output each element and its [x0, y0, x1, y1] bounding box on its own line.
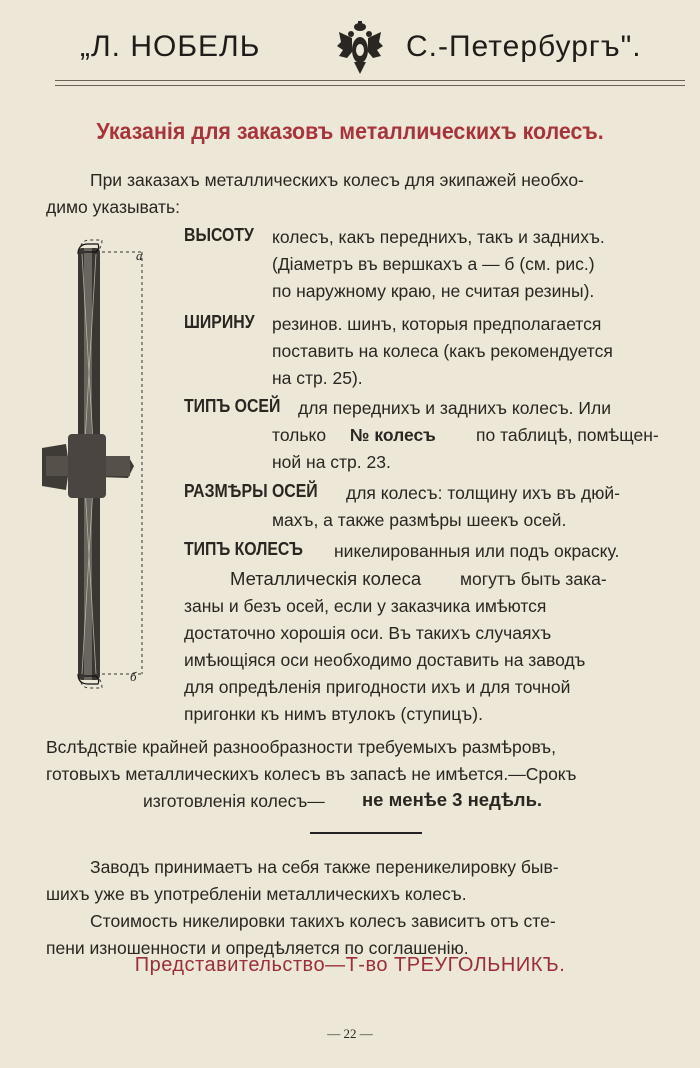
variety-line-1: Вслѣдствіе крайней разнообразности требуемыхъ размѣровъ, [46, 737, 556, 757]
page-title: Указанія для заказовъ металлическихъ колесъ. [96, 118, 604, 144]
renickel-line-1: Заводъ принимаетъ на себя также переникелировку быв- [90, 857, 559, 877]
term-width: ШИРИНУ [184, 312, 255, 332]
header-rule-top [55, 80, 685, 81]
renickel-line-2: шихъ уже въ употребленіи металлическихъ колесъ. [46, 884, 467, 904]
item-width-line-2: поставить на колеса (какъ рекомендуется [272, 341, 613, 361]
item-size-line-1: для колесъ: толщину ихъ въ дюй- [346, 483, 620, 503]
figure-label-a: а [136, 248, 143, 263]
metal-note-line-2: заны и безъ осей, если у заказчика имѣются [184, 596, 547, 616]
wheel-figure [38, 234, 154, 694]
double-headed-eagle-icon [337, 20, 383, 76]
item-axle-line-1: для переднихъ и заднихъ колесъ. Или [298, 398, 611, 418]
intro-line-2: димо указывать: [46, 197, 180, 217]
term-axle-type: ТИПЪ ОСЕЙ [184, 396, 281, 416]
metal-note-line-4: имѣющіяся оси необходимо доставить на заводъ [184, 650, 586, 670]
intro-line-1: При заказахъ металлическихъ колесъ для экипажей необхо- [90, 170, 584, 190]
cost-line-2: пени изношенности и опредѣляется по соглашенію. [46, 938, 469, 958]
page-number: — 22 — [327, 1026, 373, 1041]
item-width-line-1: резинов. шинъ, которыя предполагается [272, 314, 602, 334]
item-axle-line-3: ной на стр. 23. [272, 452, 391, 472]
metal-note-line-1: могутъ быть зака- [460, 569, 607, 589]
metal-note-line-6: пригонки къ нимъ втулокъ (ступицъ). [184, 704, 483, 724]
item-width-line-3: на стр. 25). [272, 368, 363, 388]
term-wheel-type: ТИПЪ КОЛЕСЪ [184, 539, 303, 559]
metal-note-line-5: для опредѣленія пригодности ихъ и для точной [184, 677, 571, 697]
item-height-line-3: по наружному краю, не считая резины). [272, 281, 595, 301]
variety-line-3: изготовленія колесъ— [143, 791, 325, 811]
variety-line-2: готовыхъ металлическихъ колесъ въ запасѣ не имѣется.—Срокъ [46, 764, 577, 784]
header-city: С.-Петербургъ". [406, 30, 642, 63]
variety-term: не менѣе 3 недѣль. [362, 789, 543, 810]
item-height-line-2: (Діаметръ въ вершкахъ а — б (см. рис.) [272, 254, 595, 274]
item-axle-line-2a: только [272, 425, 327, 445]
section-divider [310, 832, 422, 834]
term-axle-size: РАЗМѢРЫ ОСЕЙ [184, 481, 318, 501]
item-axle-line-2b: по таблицѣ, помѣщен- [476, 425, 659, 445]
item-axle-wheel-number: № колесъ [350, 425, 436, 445]
item-wheeltype-line-1: никелированныя или подъ окраску. [334, 541, 620, 561]
footer-representative: Представительство—Т-во ТРЕУГОЛЬНИКЪ. [134, 954, 566, 976]
cost-line-1: Стоимость никелировки такихъ колесъ зависитъ отъ сте- [90, 911, 556, 931]
term-height: ВЫСОТУ [184, 225, 254, 245]
metal-note-line-3: достаточно хорошія оси. Въ такихъ случаяхъ [184, 623, 552, 643]
figure-label-b: б [130, 669, 137, 684]
metal-note-lead: Металлическія колеса [230, 568, 422, 589]
header-rule-bottom [55, 85, 685, 86]
item-height-line-1: колесъ, какъ переднихъ, такъ и заднихъ. [272, 227, 605, 247]
item-size-line-2: махъ, а также размѣры шеекъ осей. [272, 510, 567, 530]
header-company: „Л. НОБЕЛЬ [80, 30, 261, 63]
page-header [0, 18, 700, 76]
